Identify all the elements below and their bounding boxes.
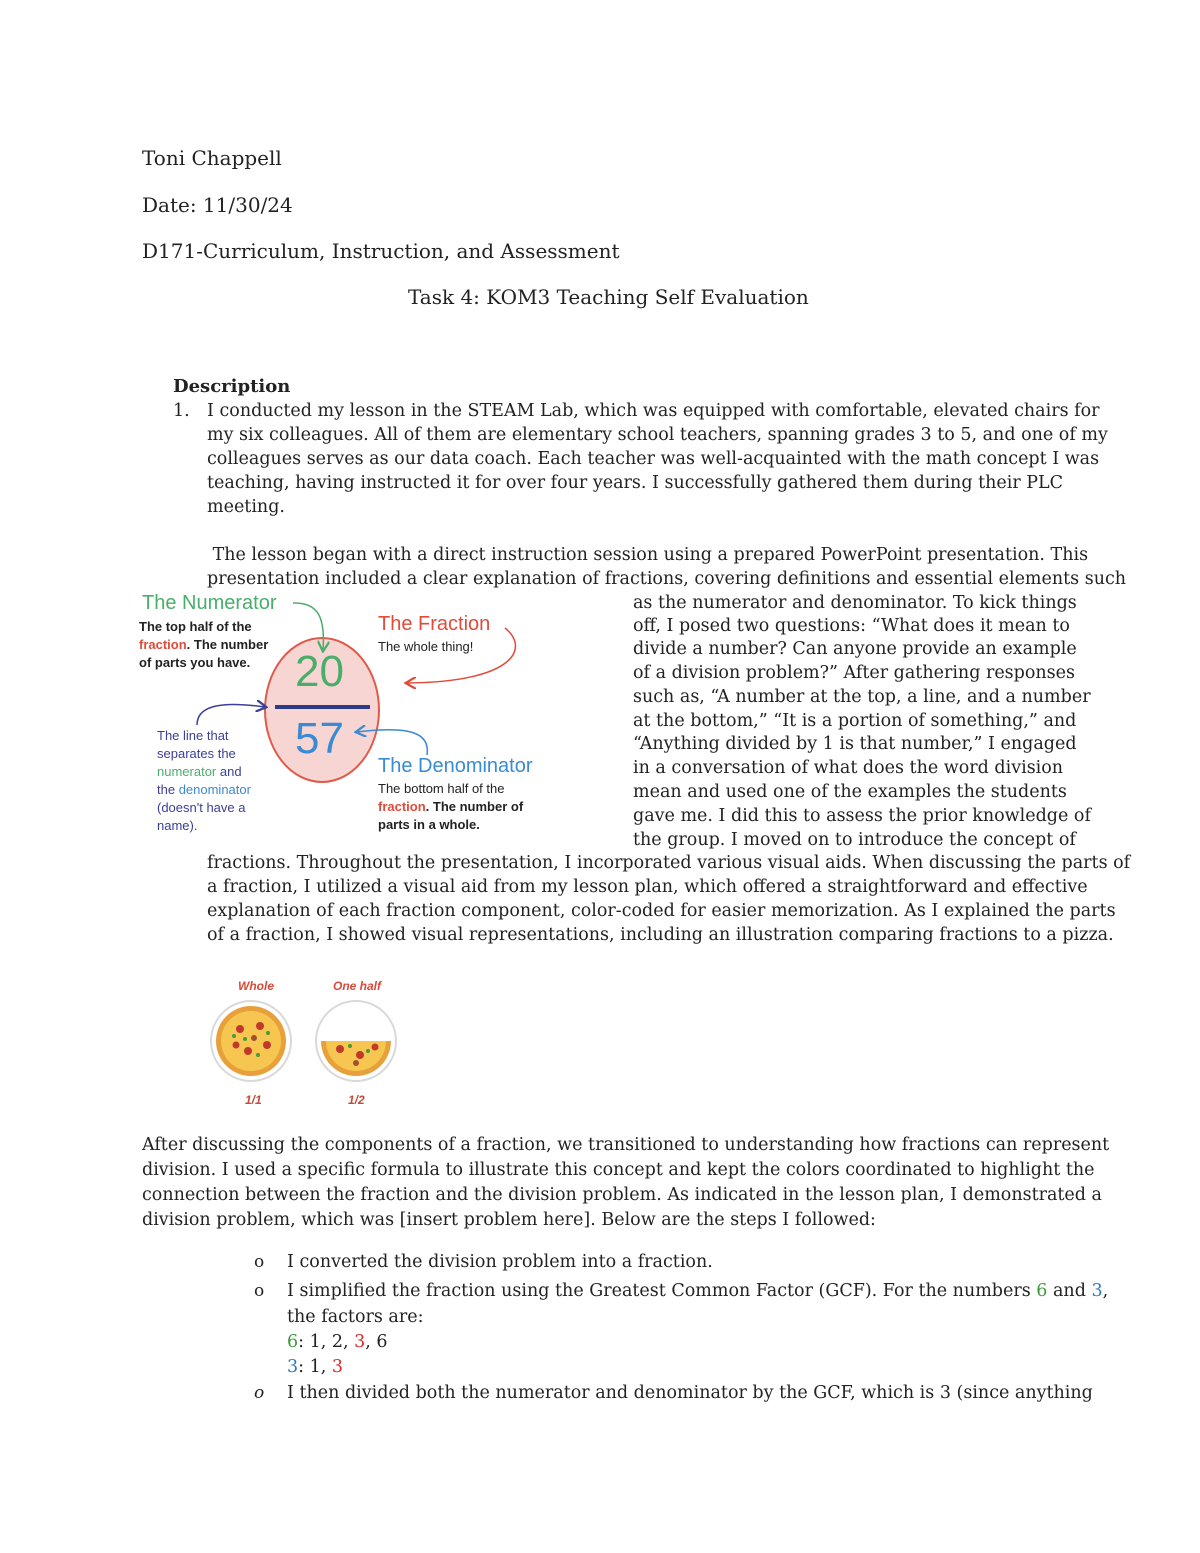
line-desc-line xyxy=(157,763,251,781)
para2-wrapped-line: at the bottom,” “It is a portion of something,” and xyxy=(633,711,1077,731)
bullet-item: I converted the division problem into a fraction. xyxy=(287,1252,713,1272)
factors-highlight: 3 xyxy=(354,1332,366,1352)
line-arrow xyxy=(197,704,265,725)
para3-line: division. I used a specific formula to illustrate this concept and kept the colors coordinated to highlight the xyxy=(142,1160,1095,1180)
bullet-text: I simplified the fraction using the Greatest Common Factor (GCF). For the numbers xyxy=(287,1281,1037,1301)
section-heading: Description xyxy=(173,376,291,397)
date-line: Date: 11/30/24 xyxy=(142,193,293,217)
course-title: D171-Curriculum, Instruction, and Assessment xyxy=(142,239,620,263)
para2-wrapped-line: mean and used one of the examples the students xyxy=(633,782,1067,802)
para2-line: a fraction, I utilized a visual aid from my lesson plan, which offered a straightforward and effective xyxy=(207,877,1088,897)
para2-line: The lesson began with a direct instruction session using a prepared PowerPoint presentation. This xyxy=(207,545,1089,565)
fraction-diagram xyxy=(135,590,625,840)
whole-cheese xyxy=(221,1011,281,1071)
para2-line: of a fraction, I showed visual representations, including an illustration comparing fractions to a pizza. xyxy=(207,925,1114,945)
numerator-title: The Numerator xyxy=(142,592,277,614)
para2-wrapped-line: divide a number? Can anyone provide an example xyxy=(633,639,1077,659)
numerator-desc-text: . The number xyxy=(186,637,269,652)
para2-line: explanation of each fraction component, color-coded for easier memorization. As I explained the parts xyxy=(207,901,1116,921)
para2-wrapped-line: off, I posed two questions: “What does it mean to xyxy=(633,616,1070,636)
pizza-graphic xyxy=(210,993,410,1093)
para3-line: connection between the fraction and the division problem. As indicated in the lesson plan, I demonstrated a xyxy=(142,1185,1102,1205)
pizza-half-fraction: 1/2 xyxy=(348,1093,365,1107)
factors-three xyxy=(287,1355,343,1379)
bullet-item: I then divided both the numerator and denominator by the GCF, which is 3 (since anything xyxy=(287,1383,1093,1403)
numerator-desc-highlight: fraction xyxy=(139,637,187,652)
para1-line: colleagues serves as our data coach. Each teacher was well-acquainted with the math concept I was xyxy=(207,449,1100,469)
number-six: 6 xyxy=(1036,1281,1048,1301)
line-desc-text: the xyxy=(157,782,179,797)
numerator-desc-line: of parts you have. xyxy=(139,655,251,670)
pizza-illustration xyxy=(210,975,410,1115)
number-three: 3 xyxy=(1091,1281,1103,1301)
line-desc-highlight: numerator xyxy=(157,764,217,779)
line-desc-line: The line that xyxy=(157,728,229,743)
para3-line: division problem, which was [insert problem here]. Below are the steps I followed: xyxy=(142,1210,876,1230)
fraction-title: The Fraction xyxy=(378,613,491,635)
author-name: Toni Chappell xyxy=(142,146,282,170)
denominator-desc-line: parts in a whole. xyxy=(378,817,480,832)
para2-wrapped-line: such as, “A number at the top, a line, and a number xyxy=(633,687,1091,707)
para1-line: I conducted my lesson in the STEAM Lab, which was equipped with comfortable, elevated chairs for xyxy=(207,401,1100,421)
task-title: Task 4: KOM3 Teaching Self Evaluation xyxy=(408,285,809,309)
factors-text: : 1, xyxy=(298,1357,332,1377)
line-desc-text: and xyxy=(216,764,242,779)
numerator-desc xyxy=(139,618,268,672)
bullet-text: , xyxy=(1102,1281,1109,1301)
para3-line: After discussing the components of a fraction, we transitioned to understanding how fractions can represent xyxy=(142,1135,1110,1155)
para2-wrapped-line: of a division problem?” After gathering responses xyxy=(633,663,1075,683)
denominator-desc-text: . The number of xyxy=(425,799,524,814)
bullet-item-continuation: the factors are: xyxy=(287,1307,424,1327)
bullet-marker: o xyxy=(254,1383,265,1403)
factors-text: , 6 xyxy=(365,1332,388,1352)
factors-label: 6 xyxy=(287,1332,299,1352)
para2-line: fractions. Throughout the presentation, I incorporated various visual aids. When discussing the parts of xyxy=(207,853,1131,873)
denominator-value: 57 xyxy=(295,714,344,763)
denominator-desc-highlight: fraction xyxy=(378,799,426,814)
line-desc-line: name). xyxy=(157,818,198,833)
para1-line: my six colleagues. All of them are elementary school teachers, spanning grades 3 to 5, and one of my xyxy=(207,425,1108,445)
line-desc-highlight: denominator xyxy=(178,782,251,797)
pizza-whole-fraction: 1/1 xyxy=(245,1093,262,1107)
numerator-desc-line: The top half of the xyxy=(139,619,252,634)
para2-wrapped-line: in a conversation of what does the word division xyxy=(633,758,1064,778)
bullet-text: and xyxy=(1047,1281,1092,1301)
denominator-desc xyxy=(378,780,523,834)
denominator-desc-line xyxy=(378,798,523,816)
pizza-whole-label: Whole xyxy=(238,979,274,993)
bullet-marker: o xyxy=(254,1252,265,1272)
para2-wrapped-line: gave me. I did this to assess the prior knowledge of xyxy=(633,806,1091,826)
line-desc-line: separates the xyxy=(157,746,236,761)
para2-line: presentation included a clear explanation of fractions, covering definitions and essential elements such xyxy=(207,569,1127,589)
pizza-half-label: One half xyxy=(333,979,382,993)
para2-wrapped-line: as the numerator and denominator. To kick things xyxy=(633,593,1077,613)
list-number: 1. xyxy=(173,401,190,421)
fraction-desc: The whole thing! xyxy=(378,639,474,654)
denominator-title: The Denominator xyxy=(378,755,533,777)
line-desc-line xyxy=(157,781,251,799)
para1-line: teaching, having instructed it for over four years. I successfully gathered them during their PLC xyxy=(207,473,1064,493)
para2-wrapped-line: “Anything divided by 1 is that number,” I engaged xyxy=(633,734,1077,754)
para1-line: meeting. xyxy=(207,497,285,517)
factors-six xyxy=(287,1330,388,1354)
para2-wrapped-line: the group. I moved on to introduce the concept of xyxy=(633,830,1076,850)
factors-label: 3 xyxy=(287,1357,299,1377)
factors-highlight: 3 xyxy=(331,1357,343,1377)
line-desc xyxy=(157,727,251,835)
numerator-desc-line xyxy=(139,636,268,654)
factors-text: : 1, 2, xyxy=(298,1332,355,1352)
numerator-value: 20 xyxy=(295,647,344,696)
bullet-marker: o xyxy=(254,1281,265,1301)
line-desc-line: (doesn't have a xyxy=(157,800,246,815)
bullet-item xyxy=(287,1279,1108,1303)
denominator-desc-line: The bottom half of the xyxy=(378,781,505,796)
